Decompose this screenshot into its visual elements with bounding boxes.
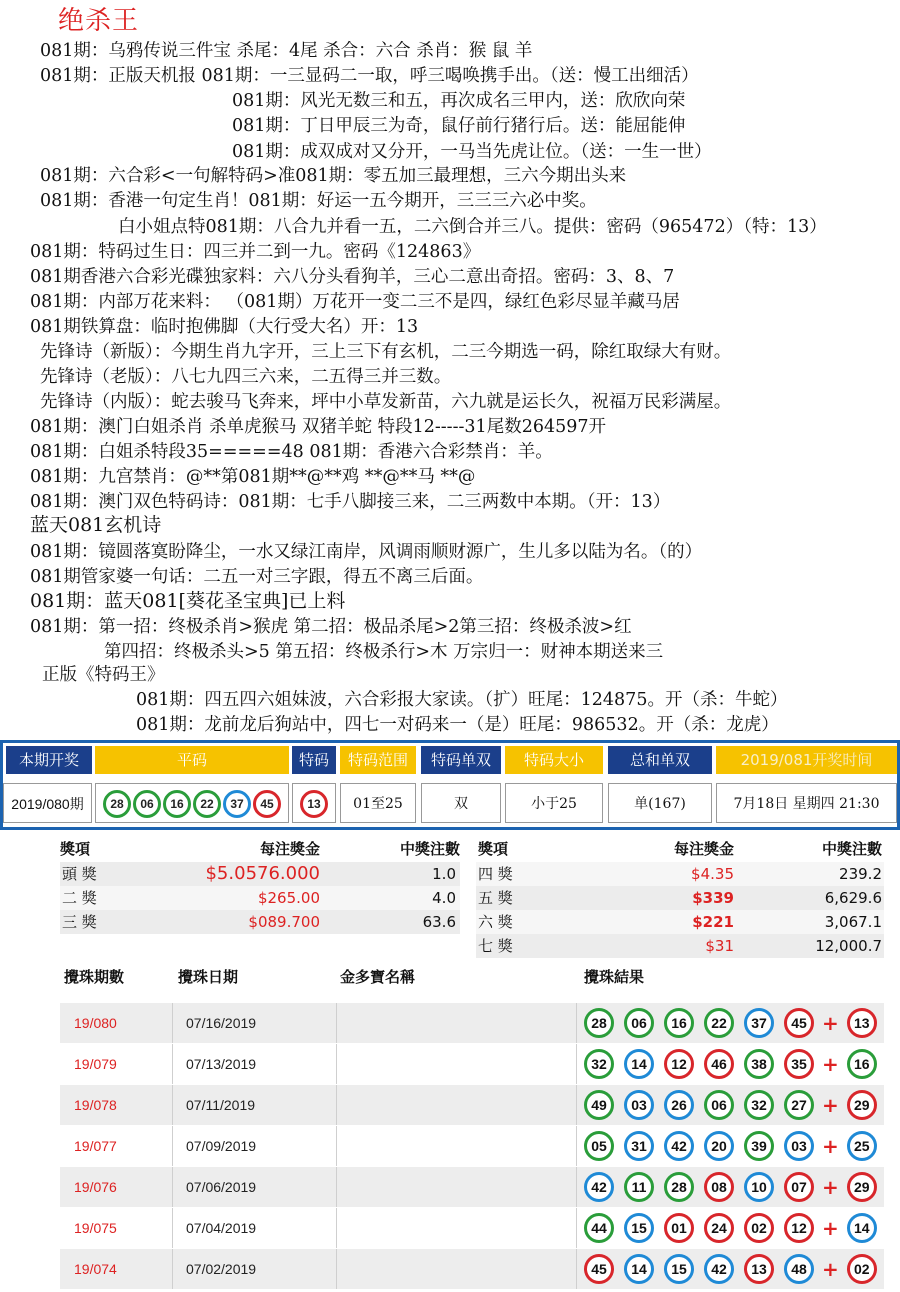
text-line: 081期：香港一句定生肖！081期：好运一五今期开，三三三六必中奖。: [40, 191, 597, 211]
history-period: 19/080: [74, 1015, 117, 1031]
text-line: 先锋诗（内版）：蛇去骏马飞奔来，坪中小草发新苗，六九就是运长久，祝福万民彩满屋。: [40, 392, 732, 412]
plus-sign: +: [822, 1093, 839, 1117]
plus-sign: +: [822, 1216, 839, 1240]
special-ball: 25: [847, 1131, 877, 1161]
text-line: 081期：丁日甲辰三为奇，鼠仔前行猪行后。送：能屈能伸: [232, 116, 686, 136]
prize-header: 獎項: [60, 840, 91, 858]
text-line: 081期：澳门白姐杀肖 杀单虎猴马 双猪羊蛇 特段12-----31尾数264597开: [30, 417, 606, 437]
text-line: 081期：正版天机报 081期：一三显码二一取，呼三喝唤携手出。（送：慢工出细活）: [40, 66, 699, 86]
column-divider: [172, 1044, 173, 1084]
lottery-ball: 42: [704, 1254, 734, 1284]
lottery-ball: 11: [624, 1172, 654, 1202]
column-divider: [576, 1003, 577, 1043]
plus-sign: +: [822, 1257, 839, 1281]
lottery-ball: 14: [624, 1049, 654, 1079]
text-line: 081期：四五四六姐妹波，六合彩报大家读。（扩）旺尾：124875。开（杀：牛蛇）: [136, 690, 788, 710]
text-line: 081期：镜圆落寞盼降尘，一水又绿江南岸，风调雨顺财源广，生儿多以陆为名。（的）: [30, 542, 703, 562]
column-divider: [172, 1126, 173, 1166]
lottery-ball: 02: [744, 1213, 774, 1243]
prize-header: 中獎注數: [399, 840, 460, 858]
lottery-ball: 46: [704, 1049, 734, 1079]
draw-header-cell: 特码: [292, 746, 336, 774]
lottery-ball: 31: [624, 1131, 654, 1161]
lottery-ball: 32: [584, 1049, 614, 1079]
lottery-ball: 22: [193, 790, 221, 818]
column-divider: [336, 1085, 337, 1125]
lottery-ball: 08: [704, 1172, 734, 1202]
prize-name: 三 獎: [62, 913, 97, 931]
page-title: 绝杀王: [58, 6, 140, 36]
draw-sum: 单(167): [608, 783, 712, 823]
special-ball: 29: [847, 1172, 877, 1202]
history-balls: [584, 1172, 877, 1202]
prize-amount: $221: [692, 913, 734, 931]
lottery-ball: 03: [784, 1131, 814, 1161]
lottery-ball: 28: [664, 1172, 694, 1202]
plus-sign: +: [822, 1175, 839, 1199]
column-divider: [336, 1167, 337, 1207]
lottery-ball: 15: [664, 1254, 694, 1284]
text-line: 蓝天081玄机诗: [30, 514, 162, 536]
draw-range: 01至25: [340, 783, 416, 823]
special-ball: 16: [847, 1049, 877, 1079]
lottery-ball: 12: [664, 1049, 694, 1079]
history-date: 07/16/2019: [186, 1015, 257, 1031]
prize-count: 6,629.6: [824, 889, 882, 907]
history-balls: [584, 1049, 877, 1079]
lottery-ball: 20: [704, 1131, 734, 1161]
draw-size: 小于25: [505, 783, 603, 823]
lottery-ball: 06: [624, 1008, 654, 1038]
lottery-ball: 45: [584, 1254, 614, 1284]
prize-count: 239.2: [839, 865, 882, 883]
history-header-cell: 攪珠日期: [178, 968, 239, 986]
lottery-ball: 45: [784, 1008, 814, 1038]
text-line: 081期：龙前龙后狗站中，四七一对码来一（是）旺尾：986532。开（杀：龙虎）: [136, 715, 779, 735]
lottery-ball: 22: [704, 1008, 734, 1038]
history-date: 07/04/2019: [186, 1220, 257, 1236]
history-header-cell: 攪珠期數: [64, 968, 125, 986]
column-divider: [172, 1208, 173, 1248]
column-divider: [576, 1085, 577, 1125]
lottery-ball: 38: [744, 1049, 774, 1079]
lottery-ball: 15: [624, 1213, 654, 1243]
column-divider: [336, 1208, 337, 1248]
draw-header-cell: 总和单双: [608, 746, 712, 774]
lottery-ball: 42: [584, 1172, 614, 1202]
history-date: 07/11/2019: [186, 1097, 256, 1113]
history-period: 19/075: [74, 1220, 117, 1236]
history-balls: [584, 1213, 877, 1243]
lottery-ball: 01: [664, 1213, 694, 1243]
plus-sign: +: [822, 1011, 839, 1035]
special-ball: 29: [847, 1090, 877, 1120]
prize-amount: $5.0576.000: [205, 863, 320, 884]
history-balls: [584, 1131, 877, 1161]
column-divider: [172, 1085, 173, 1125]
column-divider: [336, 1044, 337, 1084]
lottery-ball: 49: [584, 1090, 614, 1120]
text-line: 081期：特码过生日：四三并二到一九。密码《124863》: [30, 242, 481, 262]
column-divider: [576, 1249, 577, 1289]
text-line: 081期：白姐杀特段35=====48 081期：香港六合彩禁肖：羊。: [30, 442, 553, 462]
history-date: 07/06/2019: [186, 1179, 257, 1195]
special-ball: 02: [847, 1254, 877, 1284]
lottery-ball: 05: [584, 1131, 614, 1161]
draw-header-cell: 平码: [95, 746, 289, 774]
lottery-ball: 06: [704, 1090, 734, 1120]
text-line: 081期：第一招：终极杀肖>猴虎 第二招：极品杀尾>2第三招：终极杀波>红: [30, 617, 632, 637]
history-balls: [584, 1254, 877, 1284]
text-line: 白小姐点特081期：八合九并看一五，二六倒合并三八。提供：密码（965472）（特：13）: [118, 217, 827, 237]
prize-header: 每注獎金: [259, 840, 320, 858]
prize-count: 1.0: [432, 865, 456, 883]
draw-period: 2019/080期: [3, 783, 92, 823]
prize-amount: $089.700: [248, 913, 320, 931]
prize-name: 六 獎: [478, 913, 513, 931]
history-row: [60, 1126, 884, 1166]
history-period: 19/074: [74, 1261, 117, 1277]
column-divider: [336, 1003, 337, 1043]
lottery-ball: 07: [784, 1172, 814, 1202]
history-balls: [584, 1008, 877, 1038]
column-divider: [576, 1208, 577, 1248]
special-ball: 13: [300, 790, 328, 818]
column-divider: [336, 1249, 337, 1289]
lottery-ball: 16: [664, 1008, 694, 1038]
column-divider: [336, 1126, 337, 1166]
prize-amount: $339: [692, 889, 734, 907]
lottery-ball: 12: [784, 1213, 814, 1243]
lottery-ball: 45: [253, 790, 281, 818]
lottery-ball: 37: [223, 790, 251, 818]
lottery-ball: 26: [664, 1090, 694, 1120]
text-line: 081期：内部万花来料： （081期）万花开一变二三不是四，绿红色彩尽显羊藏马居: [30, 292, 680, 312]
history-period: 19/077: [74, 1138, 117, 1154]
history-row: [60, 1085, 884, 1125]
prize-header: 獎項: [478, 840, 509, 858]
column-divider: [172, 1003, 173, 1043]
history-row: [60, 1208, 884, 1248]
history-date: 07/13/2019: [186, 1056, 257, 1072]
lottery-ball: 06: [133, 790, 161, 818]
prize-count: 63.6: [422, 913, 456, 931]
prize-name: 五 獎: [478, 889, 513, 907]
special-ball: 13: [847, 1008, 877, 1038]
history-row: [60, 1167, 884, 1207]
text-line: 081期管家婆一句话：二五一对三字跟，得五不离三后面。: [30, 567, 484, 587]
special-ball: 14: [847, 1213, 877, 1243]
text-line: 先锋诗（老版）：八七九四三六来，二五得三并三数。: [40, 367, 452, 387]
draw-header-cell: 特码单双: [421, 746, 501, 774]
history-header-cell: 攪珠結果: [584, 968, 645, 986]
lottery-ball: 39: [744, 1131, 774, 1161]
draw-header-cell: 特码大小: [505, 746, 603, 774]
plus-sign: +: [822, 1052, 839, 1076]
text-line: 081期：蓝天081[葵花圣宝典]已上料: [30, 590, 346, 612]
text-line: 081期：乌鸦传说三件宝 杀尾：4尾 杀合：六合 杀肖：猴 鼠 羊: [40, 41, 533, 61]
history-row: [60, 1003, 884, 1043]
history-period: 19/076: [74, 1179, 117, 1195]
lottery-ball: 03: [624, 1090, 654, 1120]
draw-header-cell: 本期开奖: [6, 746, 92, 774]
column-divider: [172, 1167, 173, 1207]
lottery-ball: 35: [784, 1049, 814, 1079]
text-line: 081期：成双成对又分开，一马当先虎让位。（送：一生一世）: [232, 142, 712, 162]
lottery-ball: 28: [103, 790, 131, 818]
prize-count: 3,067.1: [824, 913, 882, 931]
prize-header: 每注獎金: [673, 840, 734, 858]
prize-count: 12,000.7: [815, 937, 882, 955]
lottery-ball: 14: [624, 1254, 654, 1284]
column-divider: [576, 1126, 577, 1166]
text-line: 先锋诗（新版）：今期生肖九字开，三上三下有玄机，二三今期选一码，除红取绿大有财。: [40, 342, 732, 362]
history-date: 07/02/2019: [186, 1261, 257, 1277]
text-line: 081期香港六合彩光碟独家料：六八分头看狗羊，三心二意出奇招。密码：3、8、7: [30, 267, 675, 287]
text-line: 081期：九宫禁肖：@**第081期**@**鸡 **@**马 **@: [30, 467, 476, 487]
lottery-ball: 10: [744, 1172, 774, 1202]
prize-name: 七 獎: [478, 937, 513, 955]
lottery-ball: 13: [744, 1254, 774, 1284]
history-period: 19/079: [74, 1056, 117, 1072]
history-balls: [584, 1090, 877, 1120]
column-divider: [576, 1167, 577, 1207]
draw-next-time: 7月18日 星期四 21:30: [716, 783, 897, 823]
lottery-ball: 27: [784, 1090, 814, 1120]
prize-amount: $265.00: [257, 889, 320, 907]
plus-sign: +: [822, 1134, 839, 1158]
lottery-ball: 24: [704, 1213, 734, 1243]
prize-name: 四 獎: [478, 865, 513, 883]
history-header-cell: 金多寶名稱: [340, 968, 416, 986]
text-line: 081期：澳门双色特码诗：081期：七手八脚接三来，二三两数中本期。（开：13）: [30, 492, 671, 512]
lottery-ball: 42: [664, 1131, 694, 1161]
lottery-ball: 48: [784, 1254, 814, 1284]
lottery-ball: 16: [163, 790, 191, 818]
prize-amount: $4.35: [691, 865, 734, 883]
column-divider: [576, 1044, 577, 1084]
prize-name: 頭 獎: [62, 865, 97, 883]
history-date: 07/09/2019: [186, 1138, 257, 1154]
draw-header-cell: 2019/081开奖时间: [716, 746, 897, 774]
lottery-ball: 44: [584, 1213, 614, 1243]
history-period: 19/078: [74, 1097, 117, 1113]
text-line: 081期：风光无数三和五，再次成名三甲内，送：欣欣向荣: [232, 91, 686, 111]
lottery-ball: 37: [744, 1008, 774, 1038]
lottery-ball: 28: [584, 1008, 614, 1038]
text-line: 081期铁算盘：临时抱佛脚（大行受大名）开：13: [30, 317, 419, 337]
text-line: 第四招：终极杀头>5 第五招：终极杀行>木 万宗归一：财神本期送来三: [104, 642, 664, 662]
text-line: 正版《特码王》: [42, 665, 165, 685]
lottery-ball: 32: [744, 1090, 774, 1120]
prize-amount: $31: [705, 937, 734, 955]
prize-count: 4.0: [432, 889, 456, 907]
prize-name: 二 獎: [62, 889, 97, 907]
text-line: 081期：六合彩<一句解特码>准081期：零五加三最理想，三六今期出头来: [40, 166, 627, 186]
column-divider: [172, 1249, 173, 1289]
history-row: [60, 1044, 884, 1084]
draw-header-cell: 特码范围: [340, 746, 416, 774]
draw-odd-even: 双: [421, 783, 501, 823]
prize-header: 中獎注數: [821, 840, 882, 858]
history-row: [60, 1249, 884, 1289]
